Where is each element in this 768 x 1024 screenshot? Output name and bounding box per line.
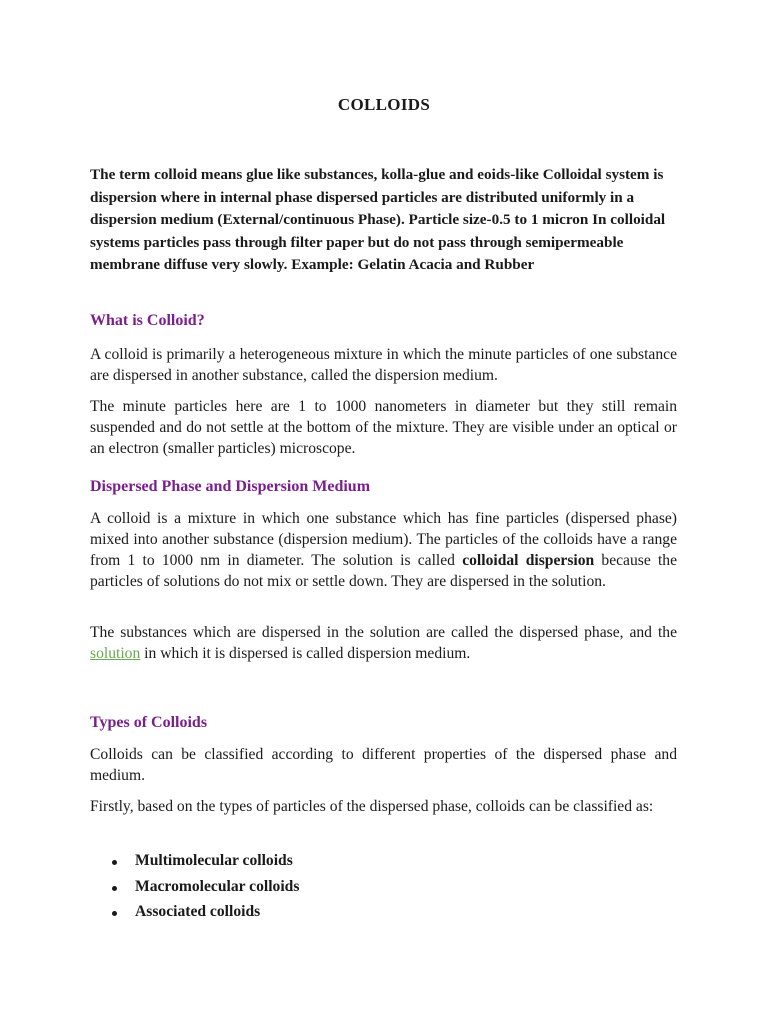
colloidal-dispersion-term: colloidal dispersion bbox=[462, 552, 595, 569]
what-is-paragraph-1: A colloid is primarily a heterogeneous mixture in which the minute particles of one substance are dispersed in another substance, called the dispersion medium. bbox=[90, 346, 677, 384]
dispersed-phase-p1-text-before: A colloid is a mixture in which one substance which has fine particles (dispersed phase) mixed into another substance (dispersion medium). The particles of the colloids have a range from 1 to 1000 nm in diameter. The solution is called bbox=[90, 510, 677, 569]
dispersed-phase-p2-text-after: in which it is dispersed is called dispersion medium. bbox=[140, 645, 471, 662]
dispersed-phase-paragraph-2 bbox=[90, 622, 677, 664]
colloid-types-list bbox=[90, 852, 299, 929]
bullet-icon bbox=[112, 860, 117, 865]
list-item-label: Multimolecular colloids bbox=[135, 852, 293, 869]
list-item-label: Associated colloids bbox=[135, 903, 261, 920]
dispersed-phase-p1-text-after: because the particles of solutions do not mix or settle down. They are dispersed in the solution. bbox=[90, 552, 678, 590]
page-title: COLLOIDS bbox=[337, 95, 431, 114]
list-item-label: Macromolecular colloids bbox=[135, 877, 300, 895]
what-is-paragraph-2: The minute particles here are 1 to 1000 nanometers in diameter but they still remain suspended and do not settle at the bottom of the mixture. They are visible under an optical or an electron (smaller particles) microscope. bbox=[90, 398, 677, 457]
types-paragraph-2: Firstly, based on the types of particles of the dispersed phase, colloids can be classified as: bbox=[90, 798, 654, 815]
list-item bbox=[90, 878, 299, 904]
intro-paragraph: The term colloid means glue like substances, kolla-glue and eoids-like Colloidal system is dispersion where in internal phase dispersed particles are distributed uniformly in a dispersion medium (External/continuous Phase). Particle size-0.5 to 1 micron In colloidal systems particles pass through filter paper but do not pass through semipermeable membrane diffuse very slowly. Example: Gelatin Acacia and Rubber bbox=[90, 166, 666, 274]
section-heading-what-is-colloid: What is Colloid? bbox=[90, 312, 205, 329]
types-paragraph-1: Colloids can be classified according to different properties of the dispersed phase and medium. bbox=[90, 746, 677, 784]
section-heading-dispersed-phase: Dispersed Phase and Dispersion Medium bbox=[90, 478, 371, 495]
bullet-icon bbox=[112, 886, 117, 891]
section-heading-types-of-colloids: Types of Colloids bbox=[90, 714, 208, 731]
bullet-icon bbox=[112, 911, 117, 916]
solution-link[interactable]: solution bbox=[90, 645, 141, 662]
list-item bbox=[90, 903, 299, 929]
dispersed-phase-p2-text-before: The substances which are dispersed in the solution are called the dispersed phase, and the bbox=[90, 624, 677, 641]
dispersed-phase-paragraph-1 bbox=[90, 508, 677, 592]
list-item bbox=[90, 852, 299, 878]
